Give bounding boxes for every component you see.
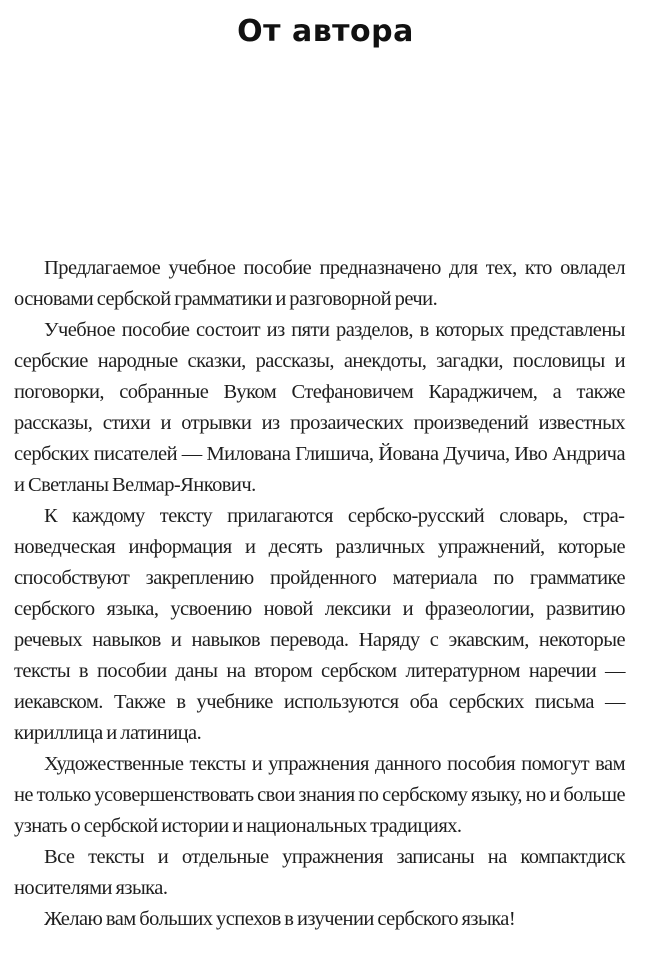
page-title: От автора	[237, 14, 414, 49]
paragraph-intro: Предлагаемое учебное пособие предназначено для тех, кто овладел основами сербской грамматики и разговорной речи.	[14, 257, 625, 310]
paragraph-audio: Все тексты и отдельные упражнения записаны на компактдиск носителями языка.	[14, 846, 625, 899]
paragraph-exercises: К каждому тексту прилагаются сербско-русский словарь, страноведческая информация и десять различных упражнений, которые способствуют закреплению пройденного материала по грамматике сербского языка, усвоению новой лексики и фразеологии, развитию речевых навыков и навыков перевода. Наряду с экавским, некоторые тексты в пособии даны на втором сербском литературном наречии — иекавском. Также в учебнике используются оба сербских письма — кириллица и латиница.	[14, 505, 625, 744]
paragraph-goals: Художественные тексты и упражнения данного пособия помогут вам не только усовершенствовать свои знания по сербскому языку, но и больше узнать о сербской истории и национальных традициях.	[14, 753, 625, 837]
paragraph-closing: Желаю вам больших успехов в изучении сербского языка!	[44, 908, 516, 930]
body-text	[14, 253, 625, 935]
paragraph-sections: Учебное пособие состоит из пяти разделов, в которых представлены сербские народные сказки, рассказы, анекдоты, загадки, пословицы и поговорки, собранные Вуком Стефановичем Караджичем, а также рассказы, стихи и отрывки из прозаических произведений известных сербских писателей — Милована Глишича, Йована Дучича, Иво Андрича и Светланы Велмар-Янкович.	[14, 319, 625, 496]
